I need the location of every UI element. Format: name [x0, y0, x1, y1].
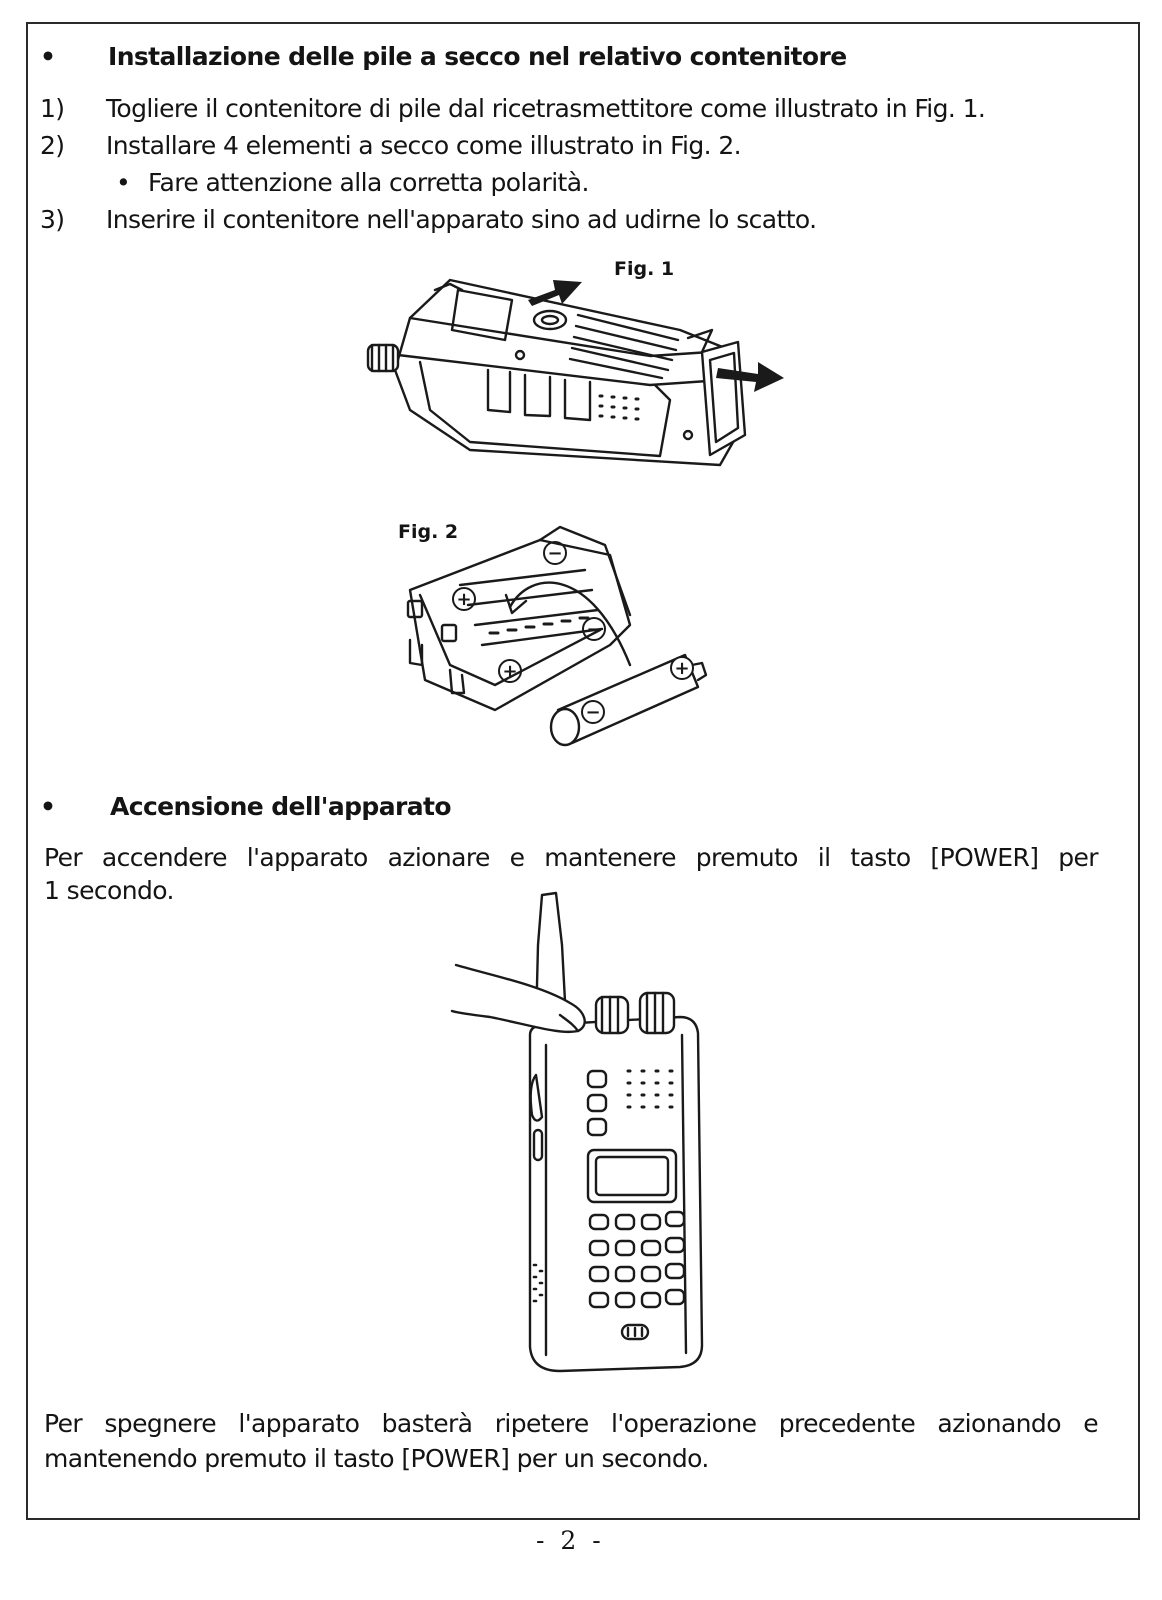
- fig2-label: Fig. 2: [398, 521, 459, 543]
- fig1-label: Fig. 1: [614, 258, 675, 280]
- step-2-number: 2): [40, 131, 65, 160]
- step-1-text: Togliere il contenitore di pile dal ricetrasmettitore come illustrato in Fig. 1.: [106, 94, 986, 123]
- section2-title: Accensione dell'apparato: [110, 792, 451, 821]
- section2-bullet: •: [40, 792, 56, 821]
- page-number: - 2 -: [536, 1526, 605, 1555]
- plus-symbol: +: [456, 589, 472, 610]
- minus-marker-cell: [582, 701, 604, 723]
- fig1-radio-battery-removal: [350, 260, 800, 470]
- step-3-number: 3): [40, 205, 65, 234]
- polarity-note: Fare attenzione alla corretta polarità.: [148, 168, 589, 197]
- section1-title: Installazione delle pile a secco nel relativo contenitore: [108, 42, 847, 71]
- plus-symbol: +: [502, 661, 518, 682]
- sub-bullet: •: [116, 168, 131, 197]
- plus-symbol: +: [674, 658, 690, 679]
- minus-symbol: −: [586, 619, 602, 640]
- fig2-battery-holder: [380, 515, 720, 755]
- power-on-paragraph-line2: 1 secondo.: [44, 876, 174, 905]
- power-off-paragraph-line2: mantenendo premuto il tasto [POWER] per un secondo.: [44, 1444, 709, 1473]
- radio-power-illustration: [450, 885, 720, 1385]
- minus-symbol: −: [585, 702, 601, 723]
- step-3-text: Inserire il contenitore nell'apparato sino ad udirne lo scatto.: [106, 205, 817, 234]
- minus-symbol: −: [547, 543, 563, 564]
- section1-bullet: •: [40, 42, 56, 71]
- power-off-paragraph-line1: Per spegnere l'apparato basterà ripetere l'operazione precedente azionando e: [44, 1409, 1098, 1438]
- step-1-number: 1): [40, 94, 65, 123]
- step-2-text: Installare 4 elementi a secco come illustrato in Fig. 2.: [106, 131, 742, 160]
- plus-marker-cell: [671, 657, 693, 679]
- power-on-paragraph-line1: Per accendere l'apparato azionare e mantenere premuto il tasto [POWER] per: [44, 843, 1098, 872]
